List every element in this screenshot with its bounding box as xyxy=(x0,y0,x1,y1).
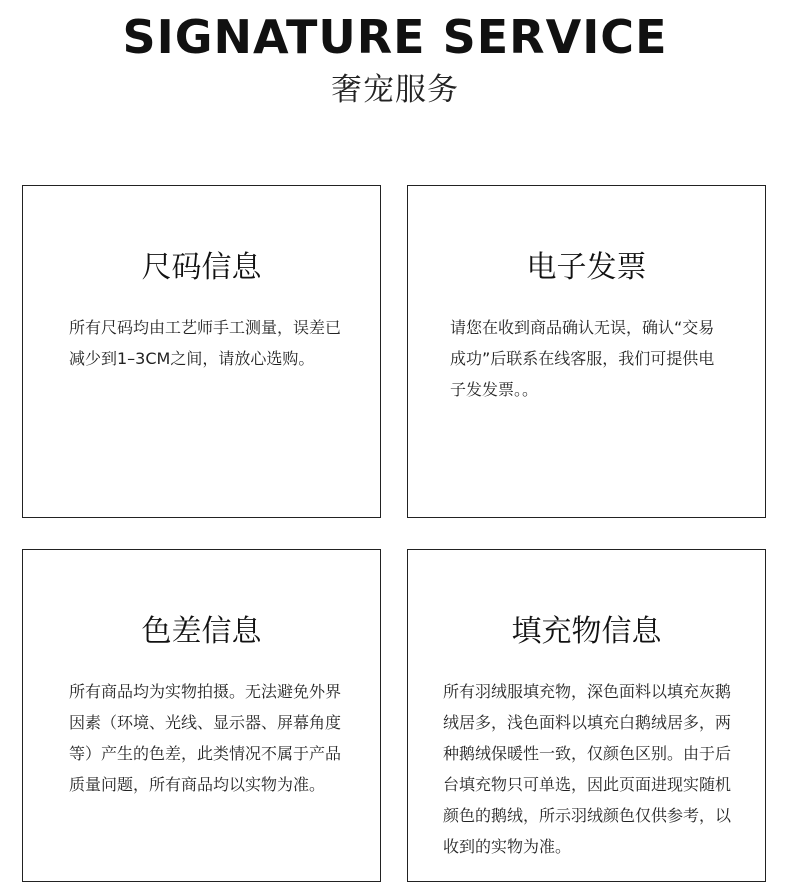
size-info-text: 所有尺码均由工艺师手工测量，误差已减少到1–3CM之间，请放心选购。 xyxy=(69,318,342,368)
filling-info-card xyxy=(407,549,766,882)
size-info-card xyxy=(22,185,381,518)
filling-info-title: 填充物信息 xyxy=(511,614,662,649)
invoice-info-title: 电子发票 xyxy=(526,250,647,285)
invoice-info-card xyxy=(407,185,766,518)
color-difference-text: 所有商品均为实物拍摄。无法避免外界因素（环境、光线、显示器、屏幕角度等）产生的色差，此类情况不属于产品质量问题，所有商品均以实物为准。 xyxy=(69,682,342,794)
page-subtitle: 奢宠服务 xyxy=(331,72,459,108)
filling-info-text: 所有羽绒服填充物，深色面料以填充灰鹅绒居多，浅色面料以填充白鹅绒居多，两种鹅绒保暖性一致，仅颜色区别。由于后台填充物只可单选，因此页面进现实随机颜色的鹅绒，所示羽绒颜色仅供参考，以收到的实物为准。 xyxy=(443,682,732,856)
page-title: SIGNATURE SERVICE xyxy=(122,10,668,64)
color-difference-card xyxy=(22,549,381,882)
size-info-title: 尺码信息 xyxy=(141,250,262,285)
color-difference-title: 色差信息 xyxy=(141,614,262,649)
invoice-info-text: 请您在收到商品确认无误，确认“交易成功”后联系在线客服，我们可提供电子发发票。。 xyxy=(450,318,715,399)
